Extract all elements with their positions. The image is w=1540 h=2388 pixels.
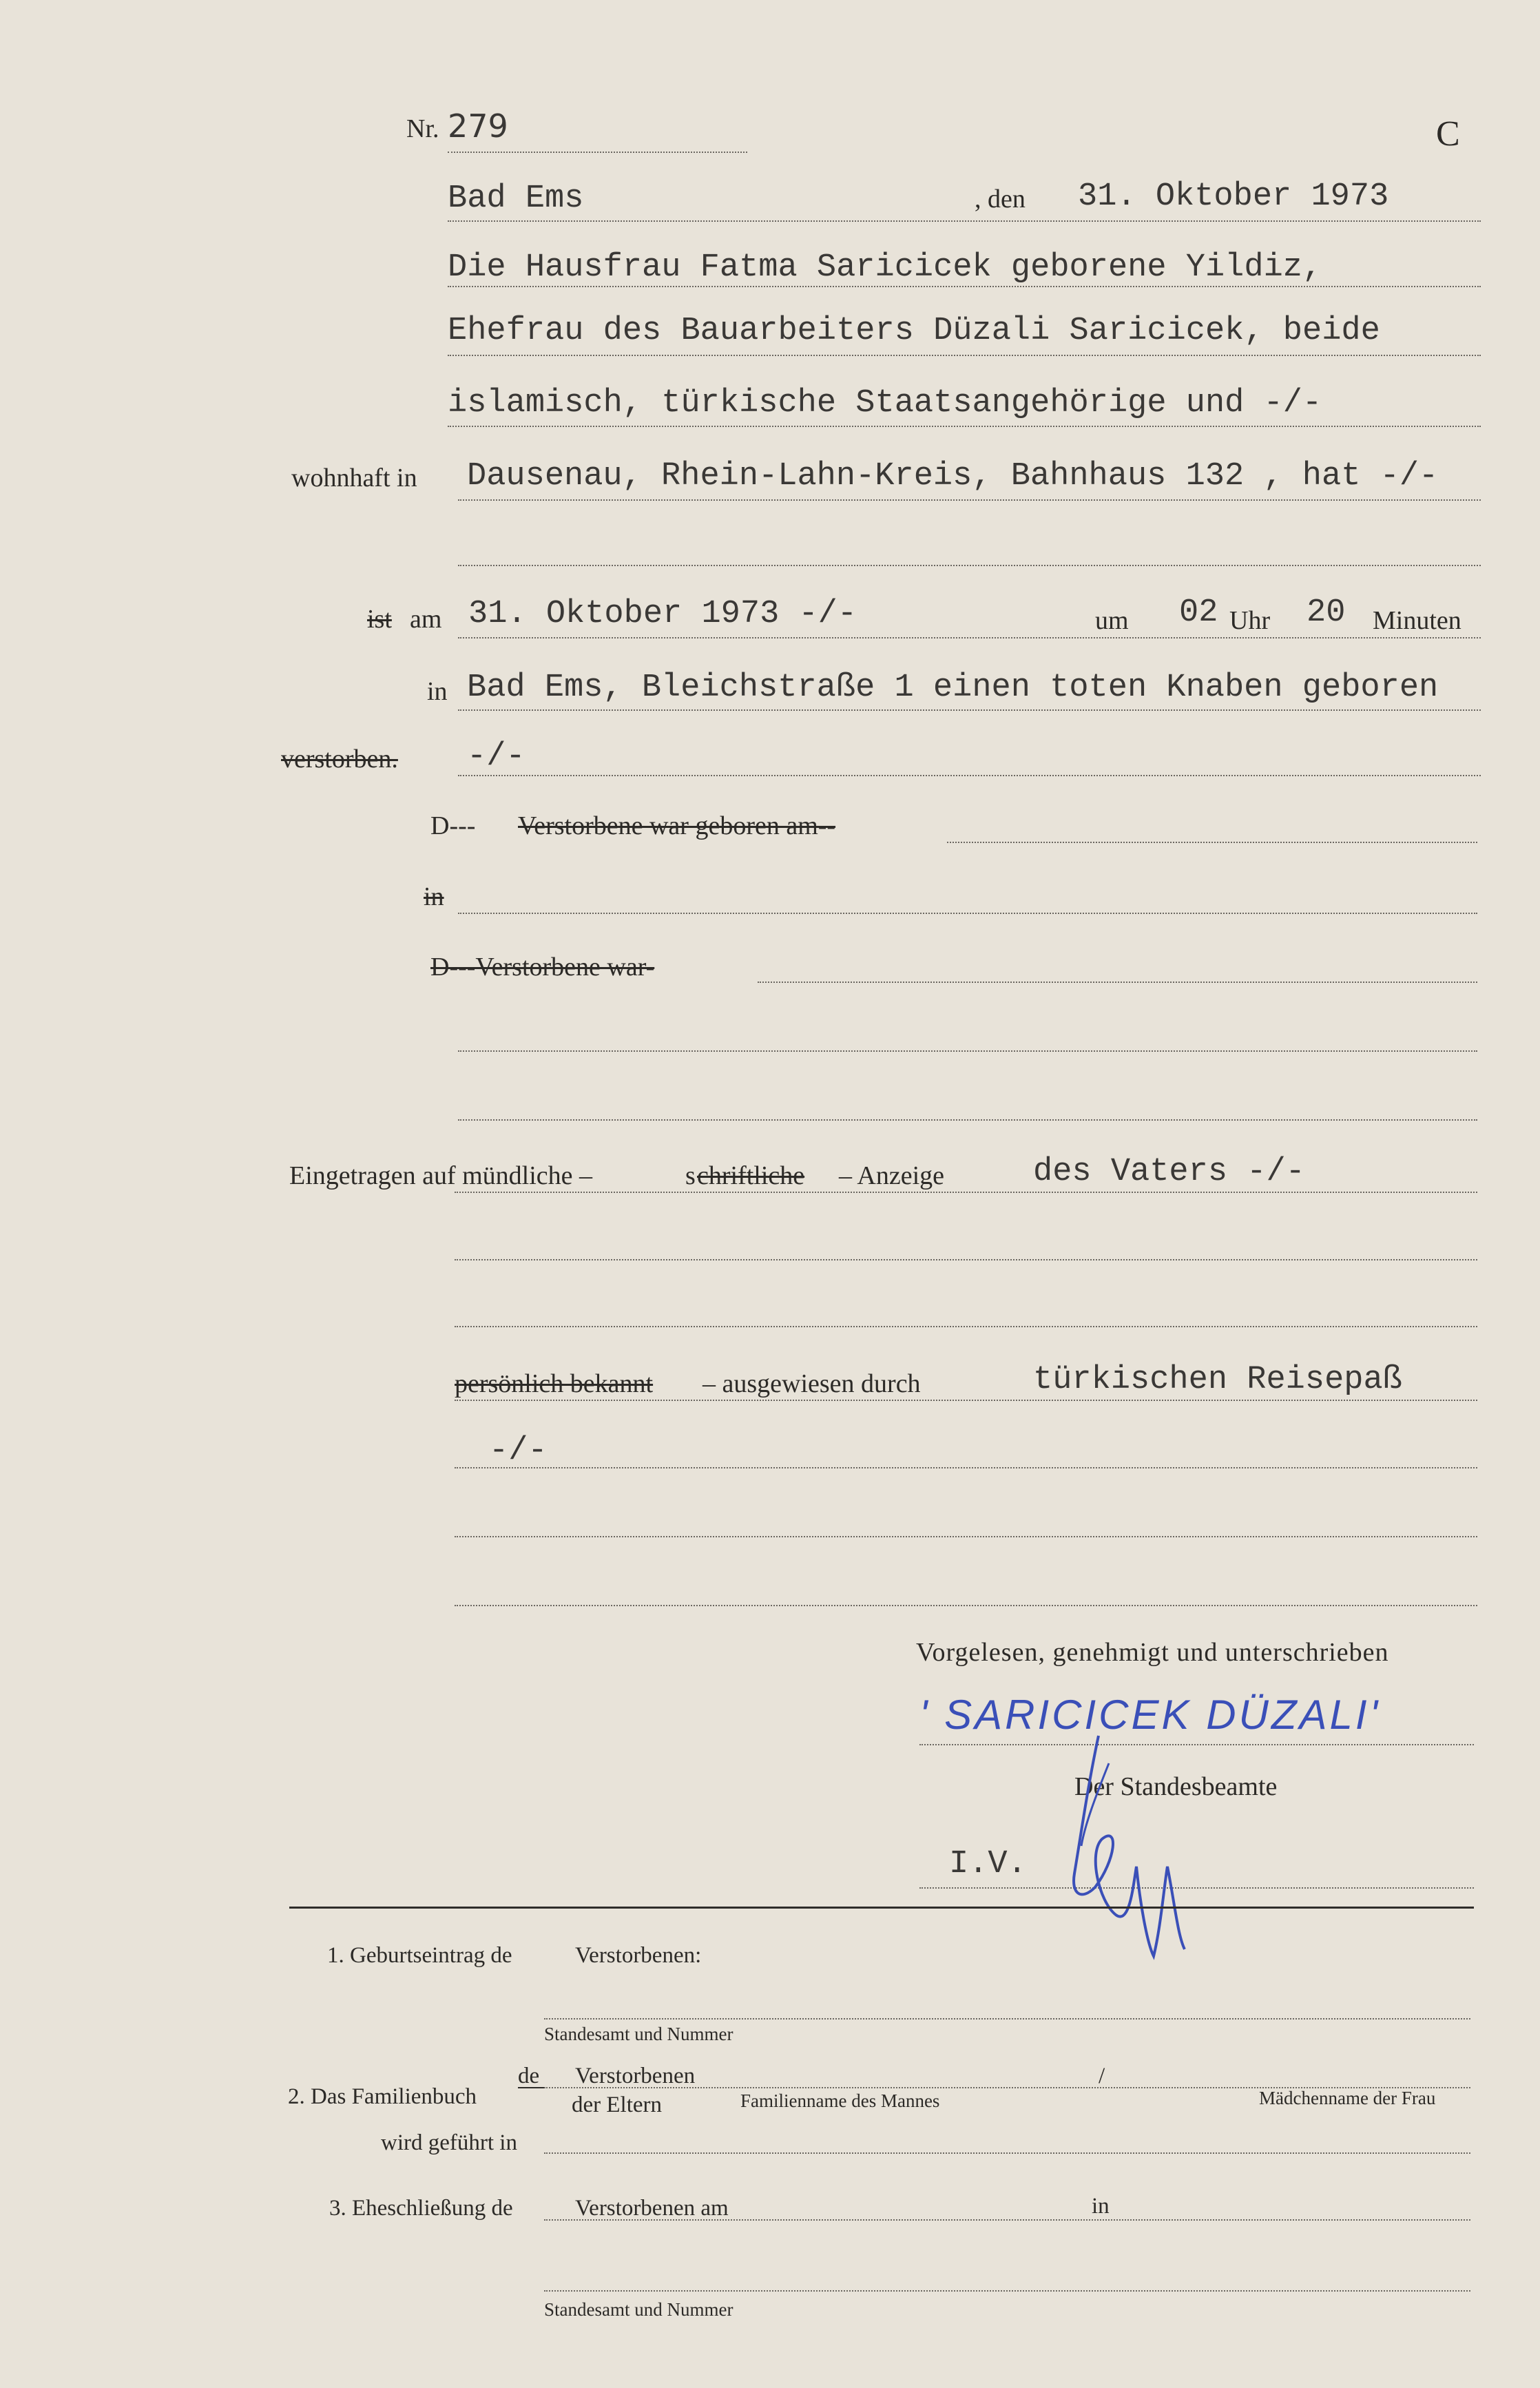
in-line xyxy=(458,913,1477,914)
residence-line-2 xyxy=(458,565,1481,566)
footer-item2-slash: / xyxy=(1099,2064,1105,2088)
footer-item2-sub-right: Mädchenname der Frau xyxy=(1259,2088,1436,2108)
registered-label-a: Eingetragen auf mündliche – xyxy=(289,1161,593,1190)
registered-label-b: s xyxy=(685,1161,696,1190)
hour-value: 02 xyxy=(1179,594,1218,631)
informant-line-3-rule xyxy=(448,426,1481,427)
footer-item2-der: der Eltern xyxy=(572,2093,663,2117)
nr-value: 279 xyxy=(448,107,508,145)
footer-item2-wird-line xyxy=(544,2152,1470,2154)
informant-line-2-rule xyxy=(448,355,1481,356)
signature-stamp: ' SARICICEK DÜZALI' xyxy=(919,1692,1381,1738)
identity-line xyxy=(455,1400,1477,1401)
was-line-3 xyxy=(458,1119,1477,1121)
official-signature-icon xyxy=(1033,1722,1198,1970)
born-label: D--- xyxy=(430,811,476,840)
uhr-label: Uhr xyxy=(1229,606,1271,635)
born-line xyxy=(947,842,1477,843)
identity-line-3 xyxy=(455,1536,1477,1537)
informant-line-2: Ehefrau des Bauarbeiters Düzali Saricicek, beide xyxy=(448,313,1380,349)
footer-item3-line-2 xyxy=(544,2290,1470,2292)
informant-line-1-rule xyxy=(448,286,1481,287)
nr-label: Nr. xyxy=(406,114,439,143)
identity-label: – ausgewiesen durch xyxy=(703,1369,921,1398)
was-line xyxy=(758,982,1477,983)
event-date-line xyxy=(458,637,1481,638)
was-label-struck: D---Verstorbene war- xyxy=(430,953,655,982)
minuten-label: Minuten xyxy=(1373,606,1461,635)
verstorben-line xyxy=(458,775,1481,776)
event-place-line xyxy=(458,709,1481,711)
am-label: am xyxy=(410,605,442,634)
read-approved-label: Vorgelesen, genehmigt und unterschrieben xyxy=(916,1638,1389,1667)
footer-item3-in: in xyxy=(1092,2194,1110,2219)
identity-line-2 xyxy=(455,1467,1477,1468)
registered-label-c: – Anzeige xyxy=(839,1161,945,1190)
informant-line-3: islamisch, türkische Staatsangehörige und -/- xyxy=(448,385,1322,422)
footer-item2-fraction-line xyxy=(518,2087,545,2088)
footer-item1-sub: Standesamt und Nummer xyxy=(544,2024,733,2044)
registered-label-b-struck: chriftliche xyxy=(697,1161,805,1190)
residence-label: wohnhaft in xyxy=(291,464,417,492)
verstorben-label: verstorben. xyxy=(281,745,398,773)
registered-line-2 xyxy=(455,1259,1477,1260)
footer-item2-sub-left: Familienname des Mannes xyxy=(740,2090,940,2111)
in-label: in xyxy=(427,677,448,706)
was-line-2 xyxy=(458,1050,1477,1052)
born-label-struck: Verstorbene war geboren am-- xyxy=(518,811,836,840)
footer-item3-line xyxy=(544,2219,1470,2221)
ist-label: ist xyxy=(367,605,392,634)
iv-label: I.V. xyxy=(949,1846,1027,1882)
identity-line-4 xyxy=(455,1605,1477,1606)
footer-item1-label: 1. Geburtseintrag de xyxy=(327,1943,512,1968)
footer-item3-value: Verstorbenen am xyxy=(575,2196,729,2221)
residence-line xyxy=(458,499,1481,501)
identity-value: türkischen Reisepaß xyxy=(1033,1362,1402,1398)
footer-item2-wird: wird geführt in xyxy=(381,2130,517,2155)
footer-item3-label: 3. Eheschließung de xyxy=(329,2196,513,2221)
registered-line-3 xyxy=(455,1326,1477,1327)
event-date-value: 31. Oktober 1973 -/- xyxy=(468,596,857,632)
date-value: 31. Oktober 1973 xyxy=(1078,178,1389,215)
nr-line xyxy=(448,152,747,153)
place-value: Bad Ems xyxy=(448,180,584,217)
residence-value: Dausenau, Rhein-Lahn-Kreis, Bahnhaus 132 , hat -/- xyxy=(467,458,1439,495)
official-label: Der Standesbeamte xyxy=(1074,1772,1278,1801)
um-label: um xyxy=(1095,606,1129,635)
informant-line-1: Die Hausfrau Fatma Saricicek geborene Yildiz, xyxy=(448,249,1322,286)
footer-item1-value: Verstorbenen: xyxy=(575,1943,702,1968)
place-line xyxy=(448,220,1481,222)
identity-value-2: -/- xyxy=(489,1433,548,1469)
in-struck-label: in xyxy=(424,882,444,911)
identity-label-struck: persönlich bekannt xyxy=(455,1369,654,1398)
registered-value: des Vaters -/- xyxy=(1033,1154,1305,1190)
event-place-value: Bad Ems, Bleichstraße 1 einen toten Knaben geboren xyxy=(467,669,1439,706)
registered-line xyxy=(455,1192,1477,1193)
footer-item2-de: de xyxy=(518,2064,540,2088)
verstorben-value: -/- xyxy=(467,738,526,775)
footer-item3-sub: Standesamt und Nummer xyxy=(544,2299,733,2320)
section-separator xyxy=(289,1907,1474,1909)
form-letter: C xyxy=(1436,114,1460,154)
footer-item2-label: 2. Das Familienbuch xyxy=(288,2084,477,2109)
footer-item1-line xyxy=(544,2018,1470,2020)
minutes-value: 20 xyxy=(1307,594,1346,631)
den-label: , den xyxy=(975,185,1026,214)
footer-item2-value: Verstorbenen xyxy=(575,2064,696,2088)
